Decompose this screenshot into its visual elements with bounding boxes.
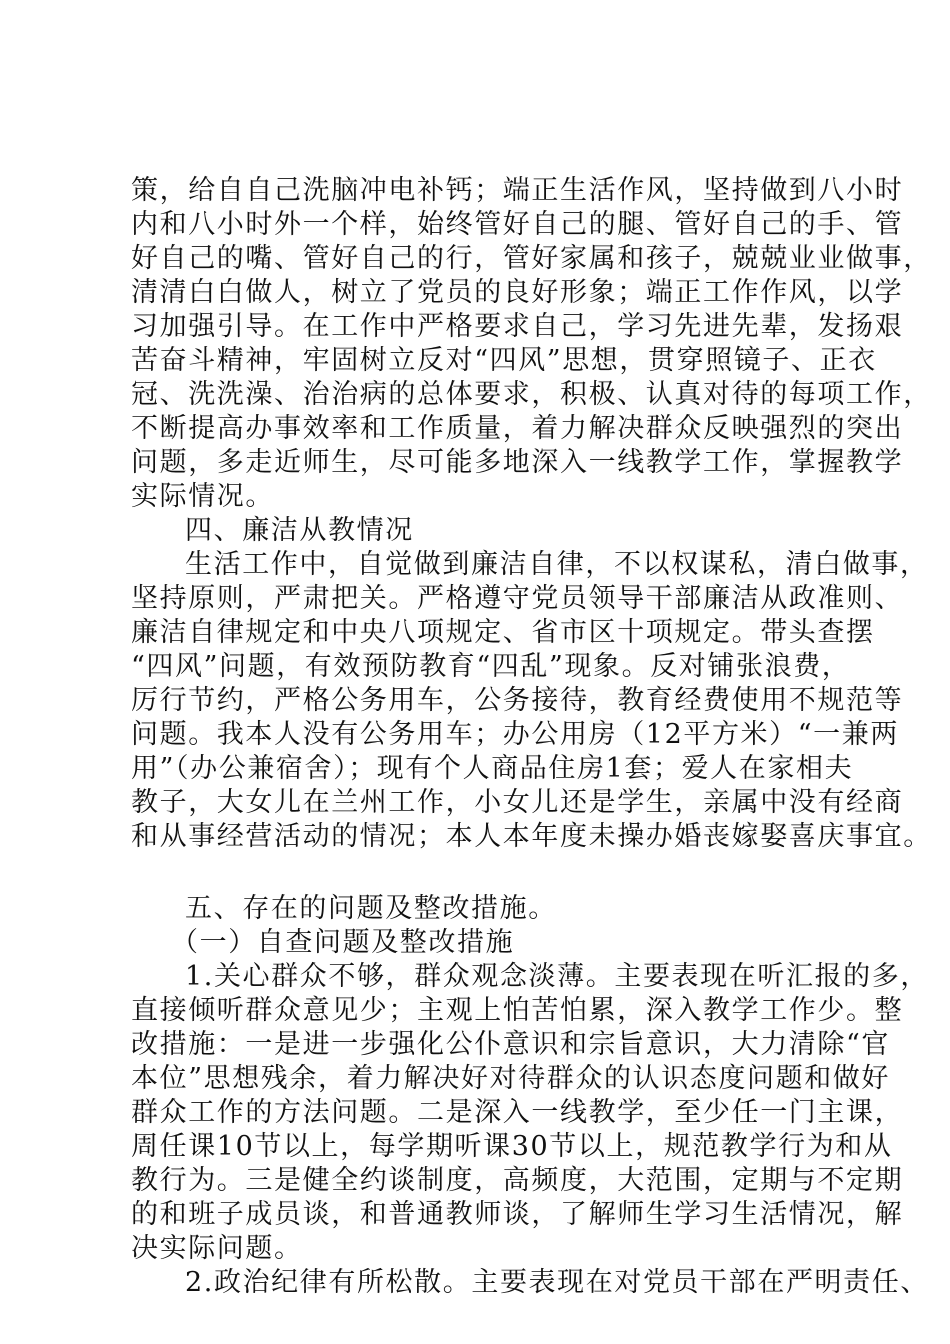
- paragraph-3-line: 改措施：一是进一步强化公仆意识和宗旨意识，大力清除“官: [131, 1029, 891, 1060]
- paragraph-1-line: 问题，多走近师生，尽可能多地深入一线教学工作，掌握教学: [131, 447, 904, 478]
- paragraph-1-line: 不断提高办事效率和工作质量，着力解决群众反映强烈的突出: [131, 413, 904, 444]
- paragraph-3-line: 1.关心群众不够，群众观念淡薄。主要表现在听汇报的多，: [185, 961, 929, 992]
- document-body: [131, 174, 932, 1300]
- paragraph-3-line: 决实际问题。: [131, 1233, 303, 1264]
- paragraph-3-line: 本位”思想残余，着力解决好对待群众的认识态度问题和做好: [131, 1063, 891, 1094]
- paragraph-2-line: 生活工作中，自觉做到廉洁自律，不以权谋私，清白做事，: [185, 549, 929, 580]
- paragraph-1-line: 实际情况。: [131, 481, 274, 512]
- paragraph-2-line: 坚持原则，严肃把关。严格遵守党员领导干部廉洁从政准则、: [131, 583, 904, 614]
- paragraph-2-line: 廉洁自律规定和中央八项规定、省市区十项规定。带头查摆: [131, 617, 875, 648]
- paragraph-2-line: 教子，大女儿在兰州工作，小女儿还是学生，亲属中没有经商: [131, 787, 904, 818]
- paragraph-1-line: 冠、洗洗澡、治治病的总体要求，积极、认真对待的每项工作，: [131, 379, 932, 410]
- paragraph-3-line: 直接倾听群众意见少；主观上怕苦怕累，深入教学工作少。整: [131, 995, 904, 1026]
- paragraph-3-line: 教行为。三是健全约谈制度，高频度，大范围，定期与不定期: [131, 1165, 904, 1196]
- paragraph-3-line: 周任课10节以上，每学期听课30节以上，规范教学行为和从: [131, 1131, 893, 1162]
- paragraph-2-line: 厉行节约，严格公务用车，公务接待，教育经费使用不规范等: [131, 685, 904, 716]
- paragraph-1-line: 策，给自自己洗脑冲电补钙；端正生活作风，坚持做到八小时: [131, 175, 904, 206]
- paragraph-1-line: 清清白白做人，树立了党员的良好形象；端正工作作风，以学: [131, 277, 904, 308]
- paragraph-2-line: 用”（办公兼宿舍）；现有个人商品住房1套；爱人在家相夫: [131, 753, 854, 784]
- paragraph-1-line: 好自己的嘴、管好自己的行，管好家属和孩子，兢兢业业做事，: [131, 243, 932, 274]
- paragraph-2-line: 和从事经营活动的情况；本人本年度未操办婚丧嫁娶喜庆事宜。: [131, 821, 932, 852]
- paragraph-3-line: 的和班子成员谈，和普通教师谈，了解师生学习生活情况，解: [131, 1199, 904, 1230]
- paragraph-1-line: 内和八小时外一个样，始终管好自己的腿、管好自己的手、管: [131, 209, 904, 240]
- subsection-heading-1: （一）自查问题及整改措施: [171, 927, 515, 958]
- paragraph-4-line: 2.政治纪律有所松散。主要表现在对党员干部在严明责任、: [185, 1267, 929, 1298]
- blank-line: [131, 854, 851, 892]
- paragraph-2-line: 问题。我本人没有公务用车；办公用房（12平方米）“一兼两: [131, 719, 899, 750]
- section-heading-4: 四、廉洁从教情况: [185, 515, 414, 546]
- paragraph-1-line: 苦奋斗精神，牢固树立反对“四风”思想，贯穿照镜子、正衣: [131, 345, 877, 376]
- paragraph-1-line: 习加强引导。在工作中严格要求自己，学习先进先辈，发扬艰: [131, 311, 904, 342]
- paragraph-3-line: 群众工作的方法问题。二是深入一线教学，至少任一门主课，: [131, 1097, 904, 1128]
- paragraph-2-line: “四风”问题，有效预防教育“四乱”现象。反对铺张浪费，: [131, 651, 851, 682]
- section-heading-5: 五、存在的问题及整改措施。: [185, 893, 557, 924]
